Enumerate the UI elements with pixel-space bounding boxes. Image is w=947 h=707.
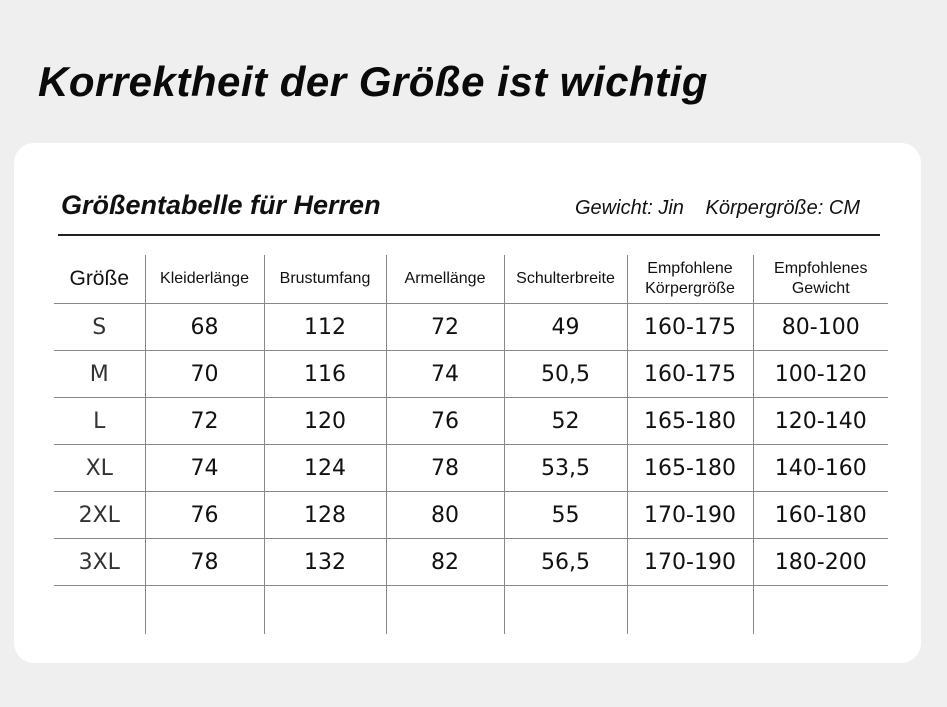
- table-cell: 68: [145, 304, 264, 351]
- table-cell: 70: [145, 351, 264, 398]
- table-cell: 120: [264, 398, 386, 445]
- table-cell: 78: [386, 445, 504, 492]
- table-cell: 170-190: [627, 492, 753, 539]
- table-cell: 100-120: [753, 351, 888, 398]
- table-cell: 80: [386, 492, 504, 539]
- table-row-empty: [54, 586, 888, 635]
- table-cell: 140-160: [753, 445, 888, 492]
- table-row: [54, 304, 888, 351]
- table-cell: 128: [264, 492, 386, 539]
- table-cell: 112: [264, 304, 386, 351]
- table-cell-empty: [54, 586, 145, 635]
- table-cell: 76: [386, 398, 504, 445]
- table-cell-empty: [627, 586, 753, 635]
- table-cell: 78: [145, 539, 264, 586]
- column-header-sleeve: Armellänge: [386, 255, 504, 304]
- table-cell: 49: [504, 304, 627, 351]
- table-cell: 120-140: [753, 398, 888, 445]
- table-cell: 52: [504, 398, 627, 445]
- table-cell: 170-190: [627, 539, 753, 586]
- table-cell-empty: [145, 586, 264, 635]
- column-header-chest: Brustumfang: [264, 255, 386, 304]
- table-row: [54, 445, 888, 492]
- table-cell-size: XL: [54, 445, 145, 492]
- table-cell: 82: [386, 539, 504, 586]
- table-cell-empty: [264, 586, 386, 635]
- table-cell: 165-180: [627, 445, 753, 492]
- title-divider: [58, 234, 880, 236]
- table-cell: 165-180: [627, 398, 753, 445]
- table-cell: 72: [145, 398, 264, 445]
- table-row: [54, 351, 888, 398]
- table-cell: 76: [145, 492, 264, 539]
- table-cell: 56,5: [504, 539, 627, 586]
- table-cell: 80-100: [753, 304, 888, 351]
- table-header-row: [54, 255, 888, 304]
- table-cell-size: L: [54, 398, 145, 445]
- table-cell: 116: [264, 351, 386, 398]
- table-cell: 160-175: [627, 351, 753, 398]
- table-cell: 55: [504, 492, 627, 539]
- table-cell: 160-175: [627, 304, 753, 351]
- table-cell: 53,5: [504, 445, 627, 492]
- table-cell-size: 2XL: [54, 492, 145, 539]
- table-cell: 50,5: [504, 351, 627, 398]
- table-cell-empty: [504, 586, 627, 635]
- table-cell-empty: [753, 586, 888, 635]
- column-header-shoulder: Schulterbreite: [504, 255, 627, 304]
- column-header-recommended-height: Empfohlene Körpergröße: [627, 255, 753, 304]
- table-row: [54, 539, 888, 586]
- table-cell-size: M: [54, 351, 145, 398]
- units-legend: [575, 197, 860, 220]
- column-header-size: Größe: [54, 255, 145, 304]
- page-headline: Korrektheit der Größe ist wichtig: [38, 58, 708, 105]
- table-row: [54, 398, 888, 445]
- weight-unit-label: Gewicht: Jin: [575, 197, 684, 219]
- table-row: [54, 492, 888, 539]
- column-header-length: Kleiderlänge: [145, 255, 264, 304]
- table-cell: 72: [386, 304, 504, 351]
- height-unit-label: Körpergröße: CM: [705, 197, 860, 219]
- table-cell: 74: [386, 351, 504, 398]
- size-table: [54, 255, 888, 634]
- table-cell-size: S: [54, 304, 145, 351]
- table-cell: 74: [145, 445, 264, 492]
- table-cell: 180-200: [753, 539, 888, 586]
- table-title: Größentabelle für Herren: [61, 190, 381, 220]
- column-header-recommended-weight: Empfohlenes Gewicht: [753, 255, 888, 304]
- table-cell-size: 3XL: [54, 539, 145, 586]
- table-cell: 160-180: [753, 492, 888, 539]
- table-cell: 124: [264, 445, 386, 492]
- table-cell-empty: [386, 586, 504, 635]
- table-cell: 132: [264, 539, 386, 586]
